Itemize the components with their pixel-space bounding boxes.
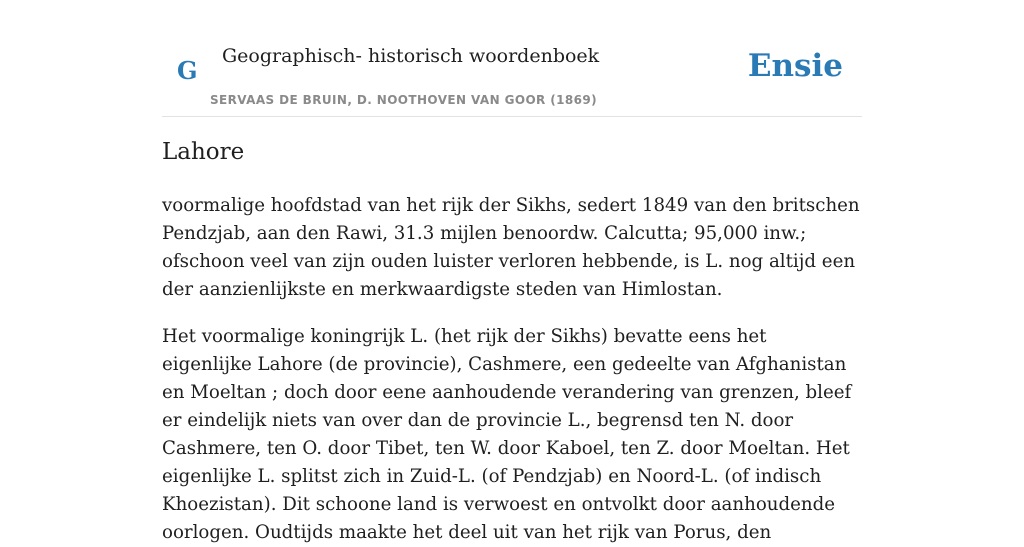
book-logo-icon[interactable]: G xyxy=(177,56,198,85)
entry-title: Lahore xyxy=(162,139,245,165)
page xyxy=(162,0,862,543)
book-title-link[interactable]: Geographisch- historisch woordenboek xyxy=(222,45,600,67)
entry-paragraph: voormalige hoofdstad van het rijk der Sikhs, sedert 1849 van den britschen Pendzjab, aan den Rawi, 31.3 mijlen benoordw. Calcutta; 95,000 inw.; ofschoon veel van zijn ouden luister verloren hebbende, is L. nog altijd een der aanzienlijkste en merkwaardigste steden van Himlostan. xyxy=(162,195,860,300)
entry-paragraph: Het voormalige koningrijk L. (het rijk der Sikhs) bevatte eens het eigenlijke Lahore (de provincie), Cashmere, een gedeelte van Afghanistan en Moeltan ; doch door eene aanhoudende verandering van grenzen, bleef er eindelijk niets van over dan de provincie L., begrensd ten N. door Cashmere, ten O. door Tibet, ten W. door Kaboel, ten Z. door Moeltan. Het eigenlijke L. splitst zich in Zuid-L. (of Pendzjab) en Noord-L. (of indisch Khoezistan). Dit schoone land is verwoest en ontvolkt door aanhoudende oorlogen. Oudtijds maakte het deel uit van het rijk van Porus, den xyxy=(162,326,852,543)
book-authors: SERVAAS DE BRUIN, D. NOOTHOVEN VAN GOOR (1869) xyxy=(210,93,598,107)
book-header xyxy=(162,0,862,117)
ensie-logo-link[interactable]: Ensie xyxy=(747,48,843,84)
